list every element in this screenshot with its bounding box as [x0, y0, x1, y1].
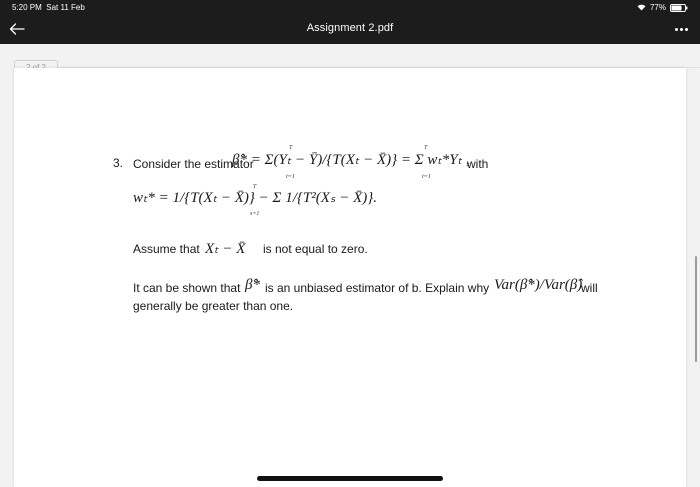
scrollbar[interactable]: [695, 256, 697, 362]
shown-math-2: Var(β̂*)/Var(β̂): [494, 277, 583, 293]
status-bar: [0, 0, 700, 14]
document-title: Assignment 2.pdf: [306, 22, 394, 34]
status-time: [12, 3, 85, 12]
assume-rest: is not equal to zero.: [263, 242, 368, 256]
battery-percent: 77%: [649, 3, 666, 12]
more-options-button[interactable]: [670, 18, 692, 40]
shown-text-3: will: [581, 281, 598, 295]
status-date: Sat 11 Feb: [46, 3, 85, 12]
battery-icon: [670, 4, 688, 12]
shown-text-4: generally be greater than one.: [133, 299, 294, 313]
shown-text-2: is an unbiased estimator of b. Explain why: [265, 281, 490, 295]
assume-text: Assume that: [133, 242, 200, 256]
sum-upper-limit-3: T: [253, 184, 257, 190]
question-intro: Consider the estimator: [133, 157, 254, 171]
status-indicators: [637, 3, 688, 12]
ellipsis-icon: [675, 28, 678, 31]
document-toolbar: [0, 14, 700, 44]
shown-text-1: It can be shown that: [133, 281, 241, 295]
sum-lower-limit-1: t=1: [286, 174, 295, 180]
assume-math: Xₜ − X̄: [205, 241, 246, 257]
sum-upper-limit-2: T: [424, 145, 428, 151]
wifi-icon: [637, 4, 646, 11]
shown-math-1: β̂*: [245, 277, 260, 293]
sum-lower-limit-2: t=1: [422, 174, 431, 180]
estimator-formula: β̂* = Σ(Yₜ − Ȳ)/{T(Xₜ − X̄)} = Σ wₜ*Yₜ ,: [232, 152, 470, 168]
with-text: with: [467, 157, 489, 171]
sum-lower-limit-3: s=1: [250, 211, 260, 217]
pdf-page[interactable]: [14, 68, 686, 487]
weights-formula: wₜ* = 1/{T(Xₜ − X̄)} − Σ 1/{T²(Xₛ − X̄)}.: [133, 190, 377, 206]
status-time-value: 5:20 PM: [12, 3, 42, 12]
home-indicator[interactable]: [257, 476, 443, 481]
question-number: 3.: [113, 156, 124, 170]
sum-upper-limit-1: T: [289, 145, 293, 151]
